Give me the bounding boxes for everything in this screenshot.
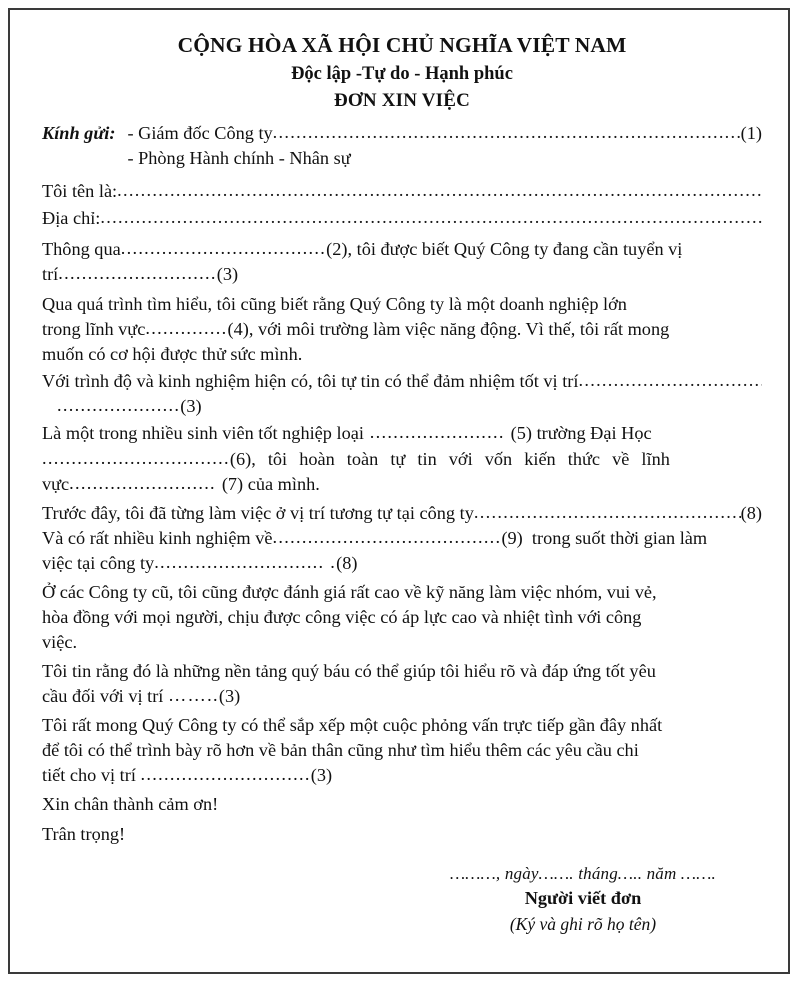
p4-dot-leader-2[interactable]: ....................................... bbox=[272, 526, 502, 547]
p2-line2 bbox=[42, 394, 762, 419]
paragraph-company-research bbox=[42, 292, 762, 367]
document-header bbox=[42, 32, 762, 115]
p4-line3-head: việc tại công ty bbox=[42, 552, 155, 573]
field-name-dot-leader[interactable] bbox=[117, 178, 762, 203]
p2-line2-ref: (3) bbox=[180, 396, 202, 417]
p3-line3-ref: (7) bbox=[221, 473, 244, 494]
p2-line1-text: Với trình độ và kinh nghiệm hiện có, tôi tự tin có thể đảm nhiệm tốt vị trí bbox=[42, 371, 579, 392]
p4-line2-tail: trong suốt thời gian làm bbox=[531, 527, 708, 548]
p1-line2 bbox=[42, 317, 762, 342]
p4-line3-ref: (8) bbox=[336, 552, 358, 573]
field-through-row bbox=[42, 237, 762, 262]
document-body bbox=[10, 10, 788, 937]
paragraph-experience bbox=[42, 501, 762, 576]
p7-line1: Tôi rất mong Quý Công ty có thể sắp xếp một cuộc phỏng vấn trực tiếp gần đây nhất bbox=[42, 715, 663, 736]
p1-line2-head: trong lĩnh vực bbox=[42, 319, 146, 340]
p4-line2-head: Và có rất nhiều kinh nghiệm về bbox=[42, 527, 273, 548]
p3-line3 bbox=[42, 472, 762, 497]
p6-line1: Tôi tin rằng đó là những nền tảng quý báu có thể giúp tôi hiểu rõ và đáp ứng tốt yêu bbox=[42, 661, 656, 681]
p5-line1: Ở các Công ty cũ, tôi cũng được đánh giá rất cao về kỹ năng làm việc nhóm, vui vẻ, bbox=[42, 581, 657, 602]
paragraph-education bbox=[42, 421, 762, 496]
p2-dot-leader[interactable] bbox=[578, 368, 762, 393]
p6-dot-leader[interactable]: …….. bbox=[167, 685, 219, 706]
p5-line2: hòa đồng với mọi người, chịu được công việc có áp lực cao và nhiệt tình với công bbox=[42, 606, 642, 627]
p1-dot-leader[interactable]: .............. bbox=[145, 318, 228, 339]
field-address-row bbox=[42, 206, 762, 231]
field-position-label: trí bbox=[42, 264, 59, 285]
p4-line3 bbox=[42, 551, 762, 576]
p5-line3: việc. bbox=[42, 631, 78, 652]
recipient-block bbox=[42, 121, 762, 171]
field-name-label: Tôi tên là: bbox=[42, 180, 118, 201]
p1-line1: Qua quá trình tìm hiểu, tôi cũng biết rằng Quý Công ty là một doanh nghiệp lớn bbox=[42, 294, 627, 315]
national-heading: CỘNG HÒA XÃ HỘI CHỦ NGHĨA VIỆT NAM bbox=[177, 33, 627, 57]
p4-dot-leader-3[interactable]: ............................. . bbox=[154, 551, 337, 572]
field-address-label: Địa chỉ: bbox=[42, 207, 101, 228]
p4-line1-ref: (8) bbox=[740, 502, 762, 523]
recipient-hr-text: - Phòng Hành chính - Nhân sự bbox=[127, 147, 351, 168]
p6-line2 bbox=[42, 684, 762, 709]
p2-line1 bbox=[42, 369, 762, 394]
paragraph-qualification bbox=[42, 369, 762, 419]
p3-line2 bbox=[42, 447, 762, 472]
paragraph-interview-request bbox=[42, 713, 762, 788]
paragraph-soft-skills bbox=[42, 580, 762, 655]
p7-line3-ref: (3) bbox=[310, 765, 333, 786]
p4-line1 bbox=[42, 501, 762, 526]
recipient-director-ref: (1) bbox=[740, 122, 762, 143]
p7-line2: để tôi có thể trình bày rõ hơn về bản thân cũng như tìm hiểu thêm các yêu cầu chi bbox=[42, 740, 639, 761]
p1-line3: muốn có cơ hội được thử sức mình. bbox=[42, 344, 303, 365]
closing-block bbox=[42, 792, 762, 847]
p1-line2-tail: , với môi trường làm việc năng động. Vì thế, tôi rất mong bbox=[248, 319, 670, 340]
recipient-director-text: - Giám đốc Công ty bbox=[127, 122, 273, 143]
p3-dot-leader-2[interactable]: ................................ bbox=[42, 447, 230, 468]
p1-line2-ref: (4) bbox=[227, 319, 249, 340]
p3-line2-tail: , tôi hoàn toàn tự tin với vốn kiến thức về lĩnh bbox=[251, 448, 670, 469]
p3-line1-tail: trường Đại Học bbox=[536, 423, 652, 444]
field-name-row bbox=[42, 179, 762, 204]
field-position-dot-leader[interactable]: ........................... bbox=[58, 263, 217, 284]
field-position-ref: (3) bbox=[216, 264, 239, 285]
p7-dot-leader[interactable]: ............................. bbox=[140, 764, 311, 785]
field-through-tail: , tôi được biết Quý Công ty đang cần tuyển vị bbox=[347, 239, 683, 259]
recipient-line-director bbox=[127, 121, 762, 146]
p3-line1 bbox=[42, 421, 762, 446]
field-address-dot-leader[interactable] bbox=[100, 205, 762, 230]
recipient-list bbox=[127, 121, 762, 171]
p3-line3-tail: của mình. bbox=[247, 473, 320, 494]
p4-dot-leader-1[interactable] bbox=[474, 500, 741, 525]
field-through-label: Thông qua bbox=[42, 239, 121, 259]
document-page bbox=[8, 8, 790, 974]
signature-title: Người viết đơn bbox=[524, 888, 642, 909]
page-title: ĐƠN XIN VIỆC bbox=[333, 89, 471, 111]
paragraph-foundation bbox=[42, 659, 762, 709]
p6-line2-ref: (3) bbox=[218, 686, 241, 707]
p3-line2-ref: (6) bbox=[229, 448, 252, 469]
p3-line1-head: Là một trong nhiều sinh viên tốt nghiệp loại bbox=[42, 423, 364, 444]
p2-dot-leader-cont[interactable]: ..................... bbox=[57, 395, 181, 416]
p4-line1-head: Trước đây, tôi đã từng làm việc ở vị trí tương tự tại công ty bbox=[42, 502, 474, 523]
closing-thanks: Xin chân thành cảm ơn! bbox=[42, 794, 219, 815]
recipient-label: Kính gửi: bbox=[42, 122, 116, 143]
signature-date-line: ………, ngày……. tháng….. năm ……. bbox=[449, 864, 717, 884]
field-position-row bbox=[42, 262, 762, 287]
field-through-ref: (2) bbox=[326, 239, 348, 259]
p3-dot-leader-3[interactable]: ......................... bbox=[69, 472, 222, 493]
dot-leader bbox=[273, 120, 741, 145]
p3-dot-leader-1[interactable]: ....................... bbox=[363, 422, 511, 443]
p4-line2-ref: (9) bbox=[501, 527, 523, 548]
signature-note: (Ký và ghi rõ họ tên) bbox=[509, 914, 657, 935]
p7-line3 bbox=[42, 763, 762, 788]
p7-line3-head: tiết cho vị trí bbox=[42, 765, 136, 786]
recipient-line-hr bbox=[127, 146, 762, 171]
field-through-dot-leader[interactable]: ................................... bbox=[120, 238, 327, 258]
p6-line2-head: cầu đối với vị trí bbox=[42, 686, 164, 707]
closing-regards: Trân trọng! bbox=[42, 824, 126, 845]
p3-line1-ref: (5) bbox=[510, 423, 532, 444]
signature-block bbox=[418, 863, 748, 936]
national-motto: Độc lập -Tự do - Hạnh phúc bbox=[291, 63, 513, 84]
p3-line3-head: vực bbox=[42, 473, 70, 494]
p4-line2 bbox=[42, 526, 762, 551]
